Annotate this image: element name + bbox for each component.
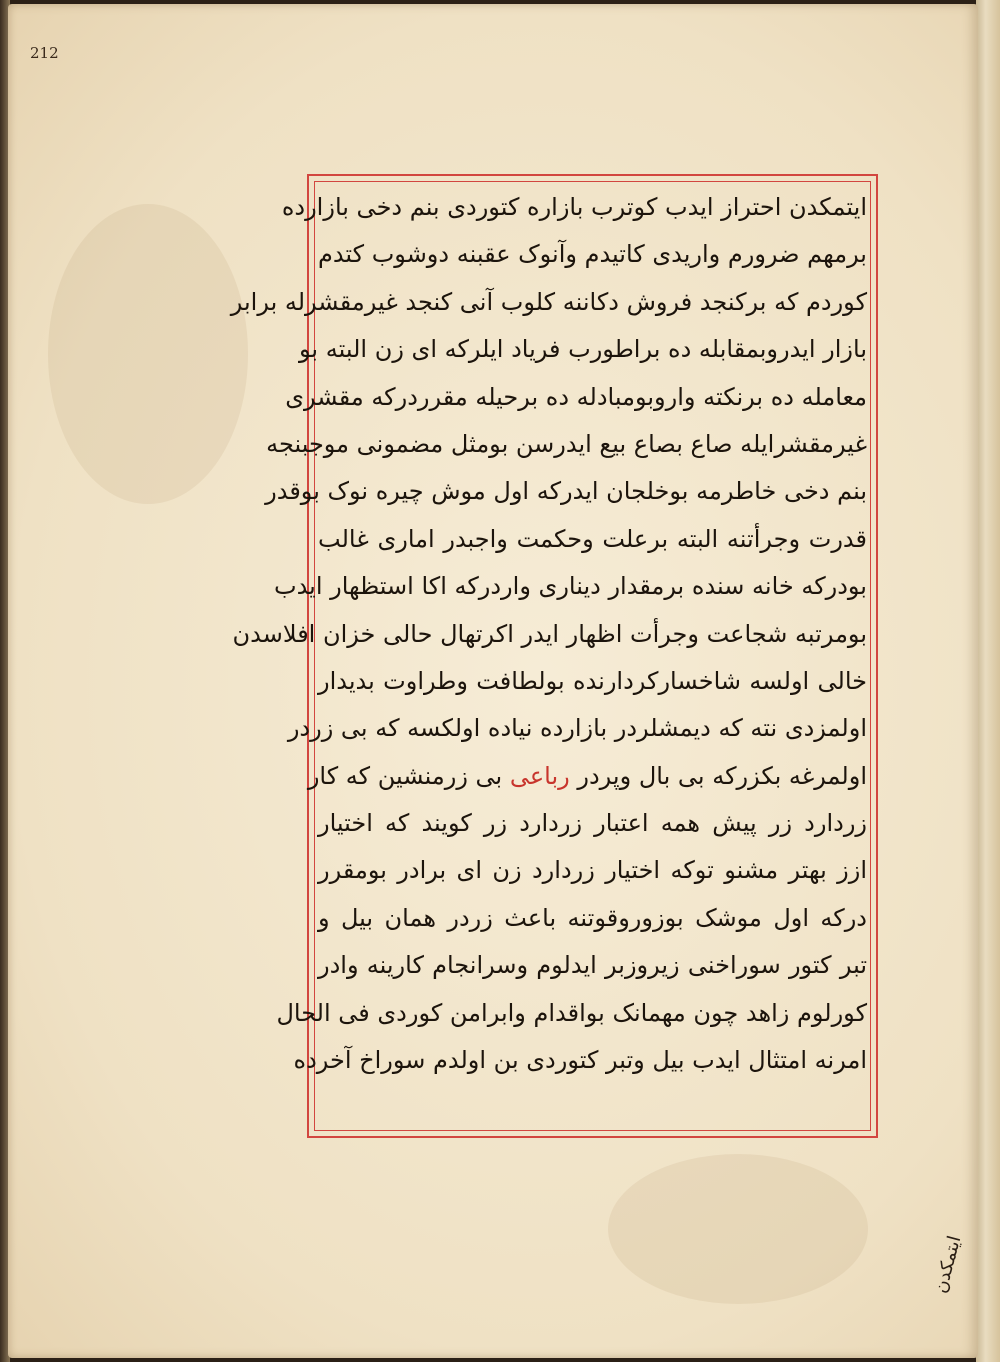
text-line bbox=[287, 705, 867, 752]
text-line bbox=[265, 468, 867, 515]
line-text: تبر کتور سوراخنی زیروزبر ایدلوم وسرانجام کارینه وادر bbox=[318, 951, 867, 980]
line-text: بازار ایدروبمقابله ده براطورب فریاد ایلرکه ای زن البته بو bbox=[299, 335, 867, 364]
line-text: کوردم که برکنجد فروش دکاننه کلوب آنی کنجد غیرمقشرله برابر bbox=[230, 287, 867, 316]
text-line bbox=[293, 1037, 867, 1084]
page-fore-edge bbox=[976, 0, 1000, 1362]
text-line bbox=[318, 231, 867, 278]
text-line bbox=[318, 516, 867, 563]
line-text: معامله ده برنکته واروبومبادله ده برحیله مقرردرکه مقشری bbox=[285, 382, 867, 411]
text-line bbox=[230, 279, 867, 326]
line-text: قدرت وجرأتنه البته برعلت وحکمت واجبدر اماری غالب bbox=[318, 524, 867, 553]
paper-stain bbox=[608, 1154, 868, 1304]
line-text: بنم دخی خاطرمه بوخلجان ایدرکه اول موش چیره نوک بوقدر bbox=[265, 477, 867, 506]
text-line bbox=[285, 374, 867, 421]
line-text: برمهم ضرورم واریدی کاتیدم وآنوک عقبنه دوشوب کتدم bbox=[317, 240, 867, 269]
text-line bbox=[276, 990, 867, 1037]
text-line bbox=[299, 326, 867, 373]
text-line bbox=[318, 847, 867, 894]
line-text: امرنه امتثال ایدب بیل وتبر کتوردی بن اولدم سوراخ آخرده bbox=[293, 1046, 867, 1075]
text-line bbox=[318, 800, 867, 847]
line-text: ازز بهتر مشنو توکه اختیار زردارد زن ای برادر بومقرر bbox=[318, 856, 867, 885]
text-line bbox=[232, 611, 867, 658]
text-line bbox=[281, 184, 867, 231]
line-text: بودرکه خانه سنده برمقدار دیناری واردرکه اکا استظهار ایدب bbox=[273, 572, 867, 601]
paper-stain bbox=[48, 204, 248, 504]
text-line bbox=[273, 563, 867, 610]
text-line bbox=[318, 895, 867, 942]
folio-number: 212 bbox=[30, 44, 59, 62]
line-text: ایتمکدن احتراز ایدب کوترب بازاره کتوردی بنم دخی بازارده bbox=[281, 193, 867, 221]
text-line bbox=[307, 753, 867, 800]
text-line bbox=[318, 658, 867, 705]
line-text: اولمرغه بکزرکه بی بال وپردر bbox=[577, 761, 867, 790]
line-text: زردارد زر پیش همه اعتبار زردارد زر کویند که اختیار bbox=[318, 809, 867, 838]
catchword: ایتمکدن bbox=[930, 1233, 966, 1296]
text-line bbox=[266, 421, 867, 468]
line-text: بی زرمنشین که کار bbox=[307, 761, 503, 790]
line-text: کورلوم زاهد چون مهمانک بواقدام وابرامن کوردی فی الحال bbox=[276, 998, 867, 1027]
rubric-heading: رباعی bbox=[509, 761, 570, 790]
line-text: درکه اول موشک بوزوروقوتنه باعث زردر همان بیل و bbox=[318, 903, 867, 932]
manuscript-text-block bbox=[230, 184, 867, 1084]
line-text: اولمزدی نته که دیمشلردر بازارده نیاده اولکسه که بی زردر bbox=[287, 714, 867, 743]
text-line bbox=[318, 942, 867, 989]
line-text: غیرمقشرایله صاع بصاع بیع ایدرسن بومثل مضمونی موجبنجه bbox=[266, 429, 867, 458]
line-text: بومرتبه شجاعت وجرأت اظهار ایدر اکرتهال حالی خزان افلاسدن bbox=[232, 619, 867, 648]
line-text: خالی اولسه شاخسارکردارنده بولطافت وطراوت بدیدار bbox=[318, 666, 867, 695]
